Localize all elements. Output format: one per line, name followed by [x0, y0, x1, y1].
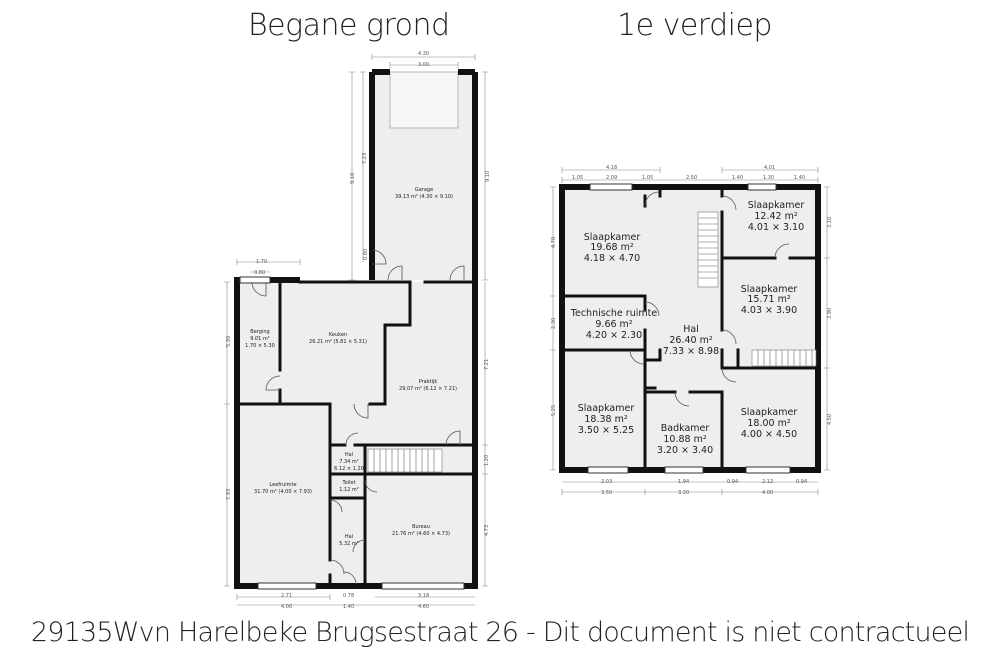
- room-praktijk-size: 29.07 m² (6.12 × 7.21): [399, 386, 457, 392]
- room-slaapkamer3-dims: 4.03 × 3.90: [740, 305, 798, 316]
- dim-bottom-2: 1.40: [343, 604, 355, 610]
- first-floor-title: 1e verdiep: [617, 8, 772, 43]
- dim-first-bot-d: 2.12: [762, 479, 774, 485]
- dim-first-left-1: 4.70: [551, 236, 557, 248]
- dim-first-right-2: 3.90: [827, 307, 833, 319]
- room-berging-area: 9.01 m²: [250, 336, 270, 342]
- dim-bottom-3: 4.60: [418, 604, 430, 610]
- ground-floor-title: Begane grond: [248, 8, 450, 43]
- dim-first-right-1: 3.10: [827, 216, 833, 228]
- dim-berging-side: 5.30: [226, 335, 232, 347]
- room-slaapkamer2-name: Slaapkamer: [747, 200, 805, 211]
- room-garage-size: 39.13 m² (4.30 × 9.10): [395, 194, 453, 200]
- room-slaapkamer5-dims: 4.00 × 4.50: [740, 429, 798, 440]
- dim-garage-outer: 4.30: [418, 51, 430, 57]
- dim-first-top-f: 1.40: [794, 175, 806, 181]
- room-slaapkamer1-dims: 4.18 × 4.70: [583, 253, 641, 264]
- room-hal2-area: 5.32 m²: [339, 541, 359, 547]
- room-technische-name: Technische ruimte: [570, 308, 658, 319]
- dim-first-top-left: 4.18: [606, 165, 618, 171]
- footer-caption: 29135Wvn Harelbeke Brugsestraat 26 - Dit document is niet contractueel: [30, 617, 970, 648]
- room-hal1-dims: 6.12 × 1.20: [334, 466, 364, 472]
- room-bureau-name: Bureau: [412, 524, 430, 530]
- dim-hal-side: 1.20: [484, 454, 490, 466]
- dim-first-top-mid: 2.50: [686, 175, 698, 181]
- room-slaapkamer5-area: 18.00 m²: [747, 418, 791, 429]
- dim-first-top-a: 1.05: [572, 175, 584, 181]
- room-bureau-size: 21.76 m² (4.60 × 4.73): [392, 531, 450, 537]
- room-keuken-name: Keuken: [328, 332, 348, 338]
- room-berging-name: Berging: [250, 329, 270, 335]
- room-slaapkamer4-area: 18.38 m²: [584, 414, 628, 425]
- dim-first-top-c: 1.05: [642, 175, 654, 181]
- room-technische-area: 9.66 m²: [595, 319, 633, 330]
- dim-first-top-b: 2.09: [606, 175, 618, 181]
- dim-first-right-3: 4.50: [827, 413, 833, 425]
- dim-first-top-right: 4.01: [764, 165, 776, 171]
- room-hal2-name: Hal: [344, 534, 354, 540]
- dim-first-bot-1: 3.50: [601, 490, 613, 496]
- dim-praktijk-side: 7.21: [484, 358, 490, 370]
- room-slaapkamer2-dims: 4.01 × 3.10: [747, 222, 805, 233]
- dim-garage-side-inner: 7.23: [362, 152, 368, 164]
- dim-garage-right: 9.10: [485, 170, 491, 182]
- room-garage-name: Garage: [414, 187, 434, 193]
- room-slaapkamer2-area: 12.42 m²: [754, 211, 798, 222]
- ground-floor-plan: [224, 51, 491, 610]
- dim-first-top-e: 1.30: [763, 175, 775, 181]
- room-badkamer-dims: 3.20 × 3.40: [656, 445, 714, 456]
- dim-first-bot-b: 1.94: [678, 479, 690, 485]
- dim-first-bot-3: 4.00: [762, 490, 774, 496]
- room-slaapkamer4-dims: 3.50 × 5.25: [577, 425, 635, 436]
- dim-first-bot-c: 0.94: [727, 479, 739, 485]
- ground-stairs: [368, 449, 442, 472]
- room-berging-dims: 1.70 × 5.30: [245, 343, 275, 349]
- room-technische-dims: 4.20 × 2.30: [585, 330, 643, 341]
- dim-first-top-d: 1.40: [732, 175, 744, 181]
- dim-garage-side: 9.10: [350, 172, 356, 184]
- room-hal1-name: Hal: [344, 452, 354, 458]
- room-hal-name: Hal: [683, 324, 699, 335]
- room-leefruimte-name: Leefruimte: [269, 482, 297, 488]
- dim-first-left-2: 2.30: [551, 317, 557, 329]
- first-floor-plan: [550, 165, 833, 496]
- room-slaapkamer4-name: Slaapkamer: [577, 403, 635, 414]
- room-badkamer-area: 10.88 m²: [663, 434, 707, 445]
- room-slaapkamer1-area: 19.68 m²: [590, 242, 634, 253]
- room-slaapkamer1-name: Slaapkamer: [583, 232, 641, 243]
- room-slaapkamer3-area: 15.71 m²: [747, 294, 791, 305]
- dim-berging-door: 0.80: [254, 270, 266, 276]
- dim-bottom-door: 0.78: [343, 593, 355, 599]
- dim-bottom-1: 4.00: [281, 604, 293, 610]
- room-keuken-size: 26.21 m² (5.81 × 5.31): [309, 339, 367, 345]
- dim-first-bot-2: 3.20: [678, 490, 690, 496]
- dim-bottom-window-3: 3.18: [418, 593, 430, 599]
- room-leefruimte-size: 31.70 m² (4.00 × 7.93): [254, 489, 312, 495]
- dim-small-side: 0.80: [363, 248, 369, 260]
- dim-bureau-side: 4.73: [484, 524, 490, 536]
- dim-first-bot-a: 2.03: [601, 479, 613, 485]
- dim-bottom-window-1: 2.71: [281, 593, 293, 599]
- room-hal-area: 26.40 m²: [669, 335, 713, 346]
- room-toilet-name: Toilet: [342, 480, 356, 486]
- room-hal1-area: 7.34 m²: [339, 459, 359, 465]
- garage-car-outline: [390, 72, 458, 128]
- room-badkamer-name: Badkamer: [660, 423, 710, 434]
- room-slaapkamer3-name: Slaapkamer: [740, 284, 798, 295]
- room-praktijk-name: Praktijk: [418, 379, 438, 385]
- room-hal-dims: 7.33 × 8.98: [662, 346, 720, 357]
- ground-room-fills: [237, 72, 475, 586]
- room-toilet-area: 1.12 m²: [339, 487, 359, 493]
- dim-first-left-3: 5.25: [551, 404, 557, 416]
- dim-berging-top: 1.70: [256, 259, 268, 265]
- room-slaapkamer5-name: Slaapkamer: [740, 407, 798, 418]
- dim-garage-inner: 3.00: [418, 62, 430, 68]
- dim-first-bot-e: 0.94: [796, 479, 808, 485]
- dim-leef-side: 7.93: [226, 488, 232, 500]
